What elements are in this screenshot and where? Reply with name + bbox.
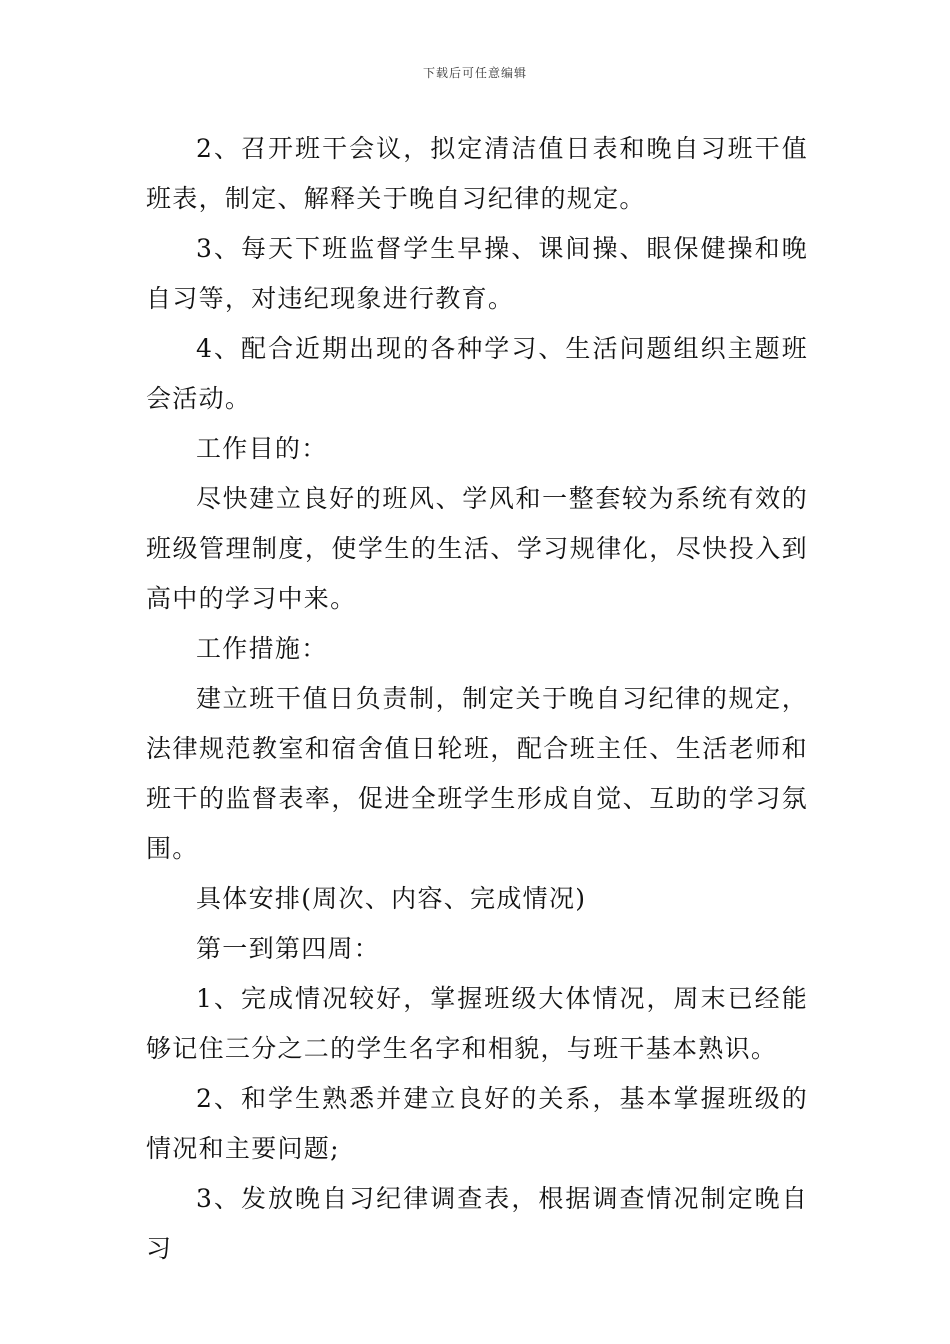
paragraph-week-item-3: 3、发放晚自习纪律调查表，根据调查情况制定晚自习 [146,1184,808,1263]
section-heading-measures: 工作措施： [196,634,328,663]
section-heading-schedule: 具体安排(周次、内容、完成情况) [196,884,587,913]
paragraph-goal: 尽快建立良好的班风、学风和一整套较为系统有效的班级管理制度，使学生的生活、学习规律化，尽快投入到高中的学习中来。 [146,484,808,613]
paragraph-measures: 建立班干值日负责制，制定关于晚自习纪律的规定，法律规范教室和宿舍值日轮班，配合班主任、生活老师和班干的监督表率，促进全班学生形成自觉、互助的学习氛围。 [146,684,808,863]
section-heading-weeks-1-4: 第一到第四周： [196,934,381,963]
paragraph-item-3: 3、每天下班监督学生早操、课间操、眼保健操和晚自习等，对违纪现象进行教育。 [146,234,808,313]
document-body [146,124,808,1274]
paragraph-week-item-1: 1、完成情况较好，掌握班级大体情况，周末已经能够记住三分之二的学生名字和相貌，与班干基本熟识。 [146,984,808,1063]
page-header: 下载后可任意编辑 [422,66,527,80]
paragraph-item-2: 2、召开班干会议，拟定清洁值日表和晚自习班干值班表，制定、解释关于晚自习纪律的规定。 [146,134,808,213]
paragraph-week-item-2: 2、和学生熟悉并建立良好的关系，基本掌握班级的情况和主要问题; [146,1084,808,1163]
paragraph-item-4: 4、配合近期出现的各种学习、生活问题组织主题班会活动。 [146,334,808,413]
section-heading-goal: 工作目的： [196,434,328,463]
